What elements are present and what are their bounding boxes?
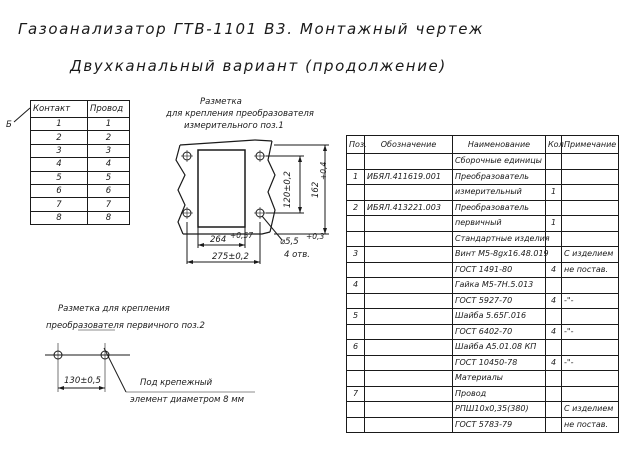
pos-cell: 4	[347, 278, 365, 294]
note-cell	[562, 154, 619, 170]
drawing2-note-1: Под крепежный	[140, 378, 213, 388]
spec-row	[347, 247, 619, 263]
name-cell: Гайка М5-7Н.5.013	[453, 278, 546, 294]
designation-cell: ИБЯЛ.413221.003	[365, 200, 453, 216]
contact-cell: 3	[31, 144, 88, 157]
pos-cell: 2	[347, 200, 365, 216]
drawing1-caption-1: Разметка	[200, 97, 242, 107]
designation-cell	[365, 309, 453, 325]
hole-count: 4 отв.	[284, 250, 310, 260]
spec-row	[347, 231, 619, 247]
name-cell: ГОСТ 6402-70	[453, 324, 546, 340]
name-cell: Стандартные изделия	[453, 231, 546, 247]
contact-cell: 8	[31, 211, 88, 224]
designation-cell	[365, 278, 453, 294]
contact-cell: 2	[31, 131, 88, 144]
qty-cell	[546, 154, 562, 170]
drawing2-caption-2: преобразователя первичного поз.2	[46, 321, 205, 331]
name-cell: Сборочные единицы	[453, 154, 546, 170]
note-cell	[562, 309, 619, 325]
qty-cell: 1	[546, 185, 562, 201]
designation-cell	[365, 185, 453, 201]
pos-cell: 7	[347, 386, 365, 402]
note-cell: -"-	[562, 293, 619, 309]
spec-row	[347, 417, 619, 433]
drawing1-caption-3: измерительного поз.1	[184, 121, 284, 131]
wire-header-wire: Провод	[88, 101, 130, 118]
contact-cell: 7	[31, 198, 88, 211]
qty-cell	[546, 386, 562, 402]
wire-cell: 2	[88, 131, 130, 144]
pos-cell	[347, 417, 365, 433]
qty-cell	[546, 402, 562, 418]
wire-cell: 7	[88, 198, 130, 211]
pos-cell: 6	[347, 340, 365, 356]
name-cell: Материалы	[453, 371, 546, 387]
contact-cell: 6	[31, 184, 88, 197]
name-cell: измерительный	[453, 185, 546, 201]
name-cell: первичный	[453, 216, 546, 232]
wire-cell: 8	[88, 211, 130, 224]
designation-cell: ИБЯЛ.411619.001	[365, 169, 453, 185]
name-cell: ГОСТ 10450-78	[453, 355, 546, 371]
designation-cell	[365, 231, 453, 247]
qty-cell	[546, 309, 562, 325]
contact-cell: 4	[31, 158, 88, 171]
name-cell: Винт М5-8gх16.48.019	[453, 247, 546, 263]
spec-header-designation: Обозначение	[365, 136, 453, 154]
wire-table-label: Б	[6, 120, 12, 130]
dim-total: 275±0,2	[212, 252, 249, 262]
drawing2-caption-1: Разметка для крепления	[58, 304, 170, 314]
note-cell	[562, 169, 619, 185]
name-cell: Преобразователь	[453, 169, 546, 185]
name-cell: ГОСТ 5927-70	[453, 293, 546, 309]
spec-row	[347, 309, 619, 325]
dim-outer: 162	[311, 181, 321, 198]
pos-cell	[347, 355, 365, 371]
designation-cell	[365, 154, 453, 170]
note-cell: -"-	[562, 355, 619, 371]
note-cell	[562, 216, 619, 232]
wire-header-contact: Контакт	[31, 101, 88, 118]
qty-cell: 4	[546, 355, 562, 371]
spec-header-qty: Кол.	[546, 136, 562, 154]
hole-size-tol: +0,3	[306, 232, 325, 241]
name-cell: ГОСТ 1491-80	[453, 262, 546, 278]
note-cell: -"-	[562, 324, 619, 340]
qty-cell: 4	[546, 324, 562, 340]
pos-cell	[347, 154, 365, 170]
qty-cell: 4	[546, 293, 562, 309]
drawing2-dim: 130±0,5	[64, 376, 101, 386]
page-subtitle: Двухканальный вариант (продолжение)	[70, 57, 447, 75]
name-cell: РПШ10х0,35(380)	[453, 402, 546, 418]
designation-cell	[365, 386, 453, 402]
wire-cell: 5	[88, 171, 130, 184]
designation-cell	[365, 262, 453, 278]
pos-cell	[347, 262, 365, 278]
note-cell	[562, 185, 619, 201]
qty-cell: 1	[546, 216, 562, 232]
pos-cell: 1	[347, 169, 365, 185]
spec-row	[347, 154, 619, 170]
spec-row	[347, 324, 619, 340]
spec-row	[347, 402, 619, 418]
spec-header-note: Примечание	[562, 136, 619, 154]
pos-cell: 3	[347, 247, 365, 263]
dim-height: 120±0,2	[283, 171, 293, 208]
hole-size: ⌀5,5	[280, 237, 299, 247]
spec-header-name: Наименование	[453, 136, 546, 154]
qty-cell	[546, 371, 562, 387]
designation-cell	[365, 402, 453, 418]
spec-row	[347, 169, 619, 185]
name-cell: ГОСТ 5783-79	[453, 417, 546, 433]
page-title: Газоанализатор ГТВ-1101 В3. Монтажный чертеж	[18, 20, 485, 38]
pos-cell	[347, 324, 365, 340]
wire-cell: 6	[88, 184, 130, 197]
pos-cell	[347, 371, 365, 387]
name-cell: Шайба 5.65Г.016	[453, 309, 546, 325]
spec-row	[347, 371, 619, 387]
spec-row	[347, 216, 619, 232]
spec-header-pos: Поз.	[347, 136, 365, 154]
designation-cell	[365, 355, 453, 371]
note-cell	[562, 340, 619, 356]
spec-row	[347, 262, 619, 278]
qty-cell	[546, 417, 562, 433]
drawing1-plate	[198, 150, 245, 227]
spec-row	[347, 293, 619, 309]
note-cell: С изделием	[562, 247, 619, 263]
designation-cell	[365, 247, 453, 263]
spec-row	[347, 185, 619, 201]
qty-cell	[546, 278, 562, 294]
qty-cell	[546, 169, 562, 185]
note-cell: не постав.	[562, 262, 619, 278]
pos-cell	[347, 231, 365, 247]
qty-cell: 4	[546, 262, 562, 278]
specification-table	[346, 135, 619, 433]
wire-table-leader	[14, 108, 30, 122]
wire-cell: 3	[88, 144, 130, 157]
designation-cell	[365, 324, 453, 340]
note-cell	[562, 231, 619, 247]
dim-width: 264	[210, 235, 227, 245]
wire-cell: 1	[88, 118, 130, 131]
contact-cell: 5	[31, 171, 88, 184]
spec-row	[347, 355, 619, 371]
note-cell	[562, 386, 619, 402]
pos-cell	[347, 185, 365, 201]
wire-cell: 4	[88, 158, 130, 171]
drawing2-note-2: элемент диаметром 8 мм	[130, 395, 245, 405]
spec-row	[347, 200, 619, 216]
pos-cell	[347, 293, 365, 309]
pos-cell	[347, 402, 365, 418]
designation-cell	[365, 340, 453, 356]
note-cell: С изделием	[562, 402, 619, 418]
dim-outer-tol: +0,4	[319, 161, 328, 180]
designation-cell	[365, 371, 453, 387]
designation-cell	[365, 216, 453, 232]
spec-row	[347, 386, 619, 402]
spec-row	[347, 340, 619, 356]
hole-leader	[262, 216, 282, 240]
designation-cell	[365, 417, 453, 433]
note-cell: не постав.	[562, 417, 619, 433]
name-cell: Провод	[453, 386, 546, 402]
qty-cell	[546, 200, 562, 216]
contact-cell: 1	[31, 118, 88, 131]
name-cell: Преобразователь	[453, 200, 546, 216]
name-cell: Шайба А5.01.08 КП	[453, 340, 546, 356]
pos-cell	[347, 216, 365, 232]
designation-cell	[365, 293, 453, 309]
note-cell	[562, 200, 619, 216]
drawing1-caption-2: для крепления преобразователя	[166, 109, 314, 119]
spec-row	[347, 278, 619, 294]
qty-cell	[546, 340, 562, 356]
note-cell	[562, 371, 619, 387]
pos-cell: 5	[347, 309, 365, 325]
dim-width-tol: +0,57	[230, 231, 253, 240]
note-cell	[562, 278, 619, 294]
